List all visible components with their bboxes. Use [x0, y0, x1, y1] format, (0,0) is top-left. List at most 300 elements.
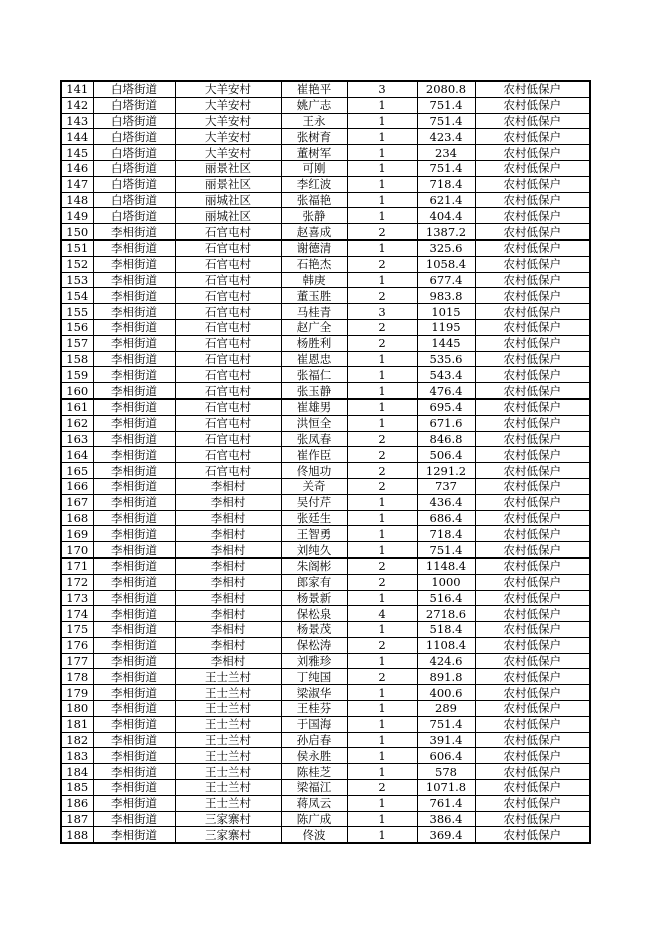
table-row — [61, 701, 590, 717]
subdistrict-cell: 李相街道 — [93, 431, 175, 447]
subdistrict-cell: 白塔街道 — [93, 160, 175, 176]
category-cell: 农村低保户 — [475, 208, 590, 224]
subdistrict-cell: 李相街道 — [93, 288, 175, 304]
household-size-cell: 1 — [347, 367, 417, 383]
household-size-cell: 1 — [347, 827, 417, 843]
category-cell: 农村低保户 — [475, 129, 590, 145]
village-cell: 三家寨村 — [175, 827, 281, 843]
village-cell: 王士兰村 — [175, 669, 281, 685]
row-number-cell: 164 — [61, 447, 93, 463]
amount-cell: 578 — [417, 764, 475, 780]
table-row — [61, 622, 590, 638]
village-cell: 王士兰村 — [175, 732, 281, 748]
subdistrict-cell: 李相街道 — [93, 510, 175, 526]
household-size-cell: 2 — [347, 478, 417, 494]
row-number-cell: 148 — [61, 192, 93, 208]
subdistrict-cell: 李相街道 — [93, 542, 175, 558]
amount-cell: 289 — [417, 701, 475, 717]
subdistrict-cell: 李相街道 — [93, 811, 175, 827]
household-size-cell: 2 — [347, 319, 417, 335]
name-cell: 孙启春 — [281, 732, 347, 748]
village-cell: 大羊安村 — [175, 145, 281, 161]
row-number-cell: 188 — [61, 827, 93, 843]
category-cell: 农村低保户 — [475, 827, 590, 843]
subdistrict-cell: 李相街道 — [93, 764, 175, 780]
table-row — [61, 494, 590, 510]
name-cell: 张玉静 — [281, 383, 347, 399]
table-row — [61, 81, 590, 97]
name-cell: 崔作臣 — [281, 447, 347, 463]
subdistrict-cell: 李相街道 — [93, 732, 175, 748]
row-number-cell: 175 — [61, 622, 93, 638]
row-number-cell: 177 — [61, 653, 93, 669]
category-cell: 农村低保户 — [475, 716, 590, 732]
category-cell: 农村低保户 — [475, 526, 590, 542]
table-row — [61, 113, 590, 129]
household-size-cell: 2 — [347, 780, 417, 796]
row-number-cell: 161 — [61, 399, 93, 415]
row-number-cell: 163 — [61, 431, 93, 447]
village-cell: 石官屯村 — [175, 224, 281, 240]
household-size-cell: 1 — [347, 716, 417, 732]
amount-cell: 400.6 — [417, 685, 475, 701]
subdistrict-cell: 李相街道 — [93, 827, 175, 843]
name-cell: 保松泉 — [281, 606, 347, 622]
subdistrict-cell: 李相街道 — [93, 590, 175, 606]
household-size-cell: 3 — [347, 81, 417, 97]
table-row — [61, 240, 590, 256]
table-row — [61, 653, 590, 669]
name-cell: 杨景新 — [281, 590, 347, 606]
category-cell: 农村低保户 — [475, 811, 590, 827]
row-number-cell: 155 — [61, 304, 93, 320]
table-row — [61, 335, 590, 351]
category-cell: 农村低保户 — [475, 622, 590, 638]
amount-cell: 751.4 — [417, 716, 475, 732]
row-number-cell: 150 — [61, 224, 93, 240]
category-cell: 农村低保户 — [475, 319, 590, 335]
name-cell: 张静 — [281, 208, 347, 224]
amount-cell: 516.4 — [417, 590, 475, 606]
name-cell: 刘雅珍 — [281, 653, 347, 669]
row-number-cell: 165 — [61, 463, 93, 479]
village-cell: 石官屯村 — [175, 240, 281, 256]
subdistrict-cell: 李相街道 — [93, 685, 175, 701]
household-size-cell: 1 — [347, 795, 417, 811]
name-cell: 关奇 — [281, 478, 347, 494]
name-cell: 陈广成 — [281, 811, 347, 827]
table-row — [61, 795, 590, 811]
row-number-cell: 167 — [61, 494, 93, 510]
name-cell: 洪恒全 — [281, 415, 347, 431]
household-size-cell: 1 — [347, 97, 417, 113]
amount-cell: 695.4 — [417, 399, 475, 415]
household-size-cell: 1 — [347, 811, 417, 827]
table-row — [61, 526, 590, 542]
table-row — [61, 208, 590, 224]
amount-cell: 391.4 — [417, 732, 475, 748]
category-cell: 农村低保户 — [475, 415, 590, 431]
row-number-cell: 182 — [61, 732, 93, 748]
household-size-cell: 1 — [347, 160, 417, 176]
name-cell: 崔艳平 — [281, 81, 347, 97]
household-size-cell: 1 — [347, 383, 417, 399]
village-cell: 石官屯村 — [175, 256, 281, 272]
amount-cell: 751.4 — [417, 542, 475, 558]
category-cell: 农村低保户 — [475, 81, 590, 97]
subdistrict-cell: 李相街道 — [93, 716, 175, 732]
village-cell: 石官屯村 — [175, 415, 281, 431]
category-cell: 农村低保户 — [475, 542, 590, 558]
name-cell: 梁淑华 — [281, 685, 347, 701]
category-cell: 农村低保户 — [475, 447, 590, 463]
village-cell: 李相村 — [175, 622, 281, 638]
name-cell: 张树育 — [281, 129, 347, 145]
village-cell: 王士兰村 — [175, 780, 281, 796]
village-cell: 大羊安村 — [175, 97, 281, 113]
subdistrict-cell: 李相街道 — [93, 367, 175, 383]
village-cell: 丽景社区 — [175, 160, 281, 176]
amount-cell: 751.4 — [417, 113, 475, 129]
table-row — [61, 542, 590, 558]
subdistrict-cell: 白塔街道 — [93, 176, 175, 192]
village-cell: 大羊安村 — [175, 81, 281, 97]
name-cell: 丁纯国 — [281, 669, 347, 685]
household-size-cell: 1 — [347, 622, 417, 638]
amount-cell: 718.4 — [417, 176, 475, 192]
household-size-cell: 2 — [347, 637, 417, 653]
amount-cell: 718.4 — [417, 526, 475, 542]
row-number-cell: 170 — [61, 542, 93, 558]
table-row — [61, 827, 590, 843]
household-size-cell: 1 — [347, 764, 417, 780]
subdistrict-cell: 白塔街道 — [93, 192, 175, 208]
category-cell: 农村低保户 — [475, 764, 590, 780]
household-size-cell: 1 — [347, 685, 417, 701]
amount-cell: 621.4 — [417, 192, 475, 208]
village-cell: 李相村 — [175, 558, 281, 574]
category-cell: 农村低保户 — [475, 701, 590, 717]
amount-cell: 677.4 — [417, 272, 475, 288]
row-number-cell: 176 — [61, 637, 93, 653]
subdistrict-cell: 李相街道 — [93, 399, 175, 415]
name-cell: 保松涛 — [281, 637, 347, 653]
village-cell: 石官屯村 — [175, 288, 281, 304]
table-row — [61, 129, 590, 145]
village-cell: 李相村 — [175, 590, 281, 606]
row-number-cell: 185 — [61, 780, 93, 796]
household-size-cell: 2 — [347, 558, 417, 574]
household-size-cell: 1 — [347, 653, 417, 669]
row-number-cell: 145 — [61, 145, 93, 161]
household-size-cell: 1 — [347, 351, 417, 367]
name-cell: 蒋凤云 — [281, 795, 347, 811]
category-cell: 农村低保户 — [475, 795, 590, 811]
amount-cell: 1015 — [417, 304, 475, 320]
name-cell: 吴付芹 — [281, 494, 347, 510]
table-row — [61, 606, 590, 622]
name-cell: 董树军 — [281, 145, 347, 161]
row-number-cell: 142 — [61, 97, 93, 113]
amount-cell: 476.4 — [417, 383, 475, 399]
subdistrict-cell: 李相街道 — [93, 748, 175, 764]
village-cell: 大羊安村 — [175, 113, 281, 129]
amount-cell: 543.4 — [417, 367, 475, 383]
subdistrict-cell: 白塔街道 — [93, 81, 175, 97]
row-number-cell: 158 — [61, 351, 93, 367]
name-cell: 谢德清 — [281, 240, 347, 256]
household-size-cell: 1 — [347, 701, 417, 717]
row-number-cell: 146 — [61, 160, 93, 176]
table-row — [61, 748, 590, 764]
name-cell: 张廷生 — [281, 510, 347, 526]
household-size-cell: 1 — [347, 748, 417, 764]
amount-cell: 1195 — [417, 319, 475, 335]
table-row — [61, 478, 590, 494]
table-row — [61, 288, 590, 304]
table-row — [61, 463, 590, 479]
category-cell: 农村低保户 — [475, 732, 590, 748]
subdistrict-cell: 白塔街道 — [93, 113, 175, 129]
row-number-cell: 183 — [61, 748, 93, 764]
table-row — [61, 637, 590, 653]
amount-cell: 1445 — [417, 335, 475, 351]
row-number-cell: 172 — [61, 574, 93, 590]
row-number-cell: 152 — [61, 256, 93, 272]
category-cell: 农村低保户 — [475, 176, 590, 192]
amount-cell: 983.8 — [417, 288, 475, 304]
row-number-cell: 154 — [61, 288, 93, 304]
household-size-cell: 2 — [347, 669, 417, 685]
subdistrict-cell: 白塔街道 — [93, 145, 175, 161]
row-number-cell: 149 — [61, 208, 93, 224]
subdistrict-cell: 李相街道 — [93, 622, 175, 638]
name-cell: 陈桂芝 — [281, 764, 347, 780]
village-cell: 石官屯村 — [175, 447, 281, 463]
name-cell: 张福仁 — [281, 367, 347, 383]
category-cell: 农村低保户 — [475, 780, 590, 796]
category-cell: 农村低保户 — [475, 590, 590, 606]
village-cell: 王士兰村 — [175, 795, 281, 811]
household-size-cell: 1 — [347, 272, 417, 288]
household-size-cell: 2 — [347, 224, 417, 240]
household-size-cell: 2 — [347, 431, 417, 447]
subdistrict-cell: 李相街道 — [93, 383, 175, 399]
subdistrict-cell: 白塔街道 — [93, 208, 175, 224]
row-number-cell: 179 — [61, 685, 93, 701]
name-cell: 崔雄男 — [281, 399, 347, 415]
household-size-cell: 1 — [347, 542, 417, 558]
village-cell: 李相村 — [175, 574, 281, 590]
name-cell: 侯永胜 — [281, 748, 347, 764]
category-cell: 农村低保户 — [475, 145, 590, 161]
amount-cell: 1058.4 — [417, 256, 475, 272]
table-row — [61, 780, 590, 796]
table-row — [61, 319, 590, 335]
subdistrict-cell: 李相街道 — [93, 335, 175, 351]
subdistrict-cell: 李相街道 — [93, 272, 175, 288]
subdistrict-cell: 李相街道 — [93, 304, 175, 320]
household-size-cell: 1 — [347, 732, 417, 748]
amount-cell: 423.4 — [417, 129, 475, 145]
amount-cell: 606.4 — [417, 748, 475, 764]
category-cell: 农村低保户 — [475, 494, 590, 510]
name-cell: 王永 — [281, 113, 347, 129]
subdistrict-cell: 白塔街道 — [93, 129, 175, 145]
category-cell: 农村低保户 — [475, 351, 590, 367]
village-cell: 李相村 — [175, 542, 281, 558]
name-cell: 崔恩忠 — [281, 351, 347, 367]
household-size-cell: 1 — [347, 526, 417, 542]
table-row — [61, 415, 590, 431]
table-row — [61, 811, 590, 827]
amount-cell: 751.4 — [417, 97, 475, 113]
household-size-cell: 1 — [347, 240, 417, 256]
village-cell: 石官屯村 — [175, 272, 281, 288]
amount-cell: 2718.6 — [417, 606, 475, 622]
table-row — [61, 685, 590, 701]
household-size-cell: 1 — [347, 494, 417, 510]
amount-cell: 1291.2 — [417, 463, 475, 479]
category-cell: 农村低保户 — [475, 335, 590, 351]
subdistrict-cell: 李相街道 — [93, 256, 175, 272]
village-cell: 王士兰村 — [175, 716, 281, 732]
household-size-cell: 1 — [347, 415, 417, 431]
household-size-cell: 1 — [347, 590, 417, 606]
row-number-cell: 174 — [61, 606, 93, 622]
row-number-cell: 162 — [61, 415, 93, 431]
row-number-cell: 186 — [61, 795, 93, 811]
name-cell: 杨景茂 — [281, 622, 347, 638]
table-row — [61, 716, 590, 732]
table-row — [61, 367, 590, 383]
category-cell: 农村低保户 — [475, 288, 590, 304]
name-cell: 朱阁彬 — [281, 558, 347, 574]
category-cell: 农村低保户 — [475, 431, 590, 447]
household-size-cell: 1 — [347, 510, 417, 526]
amount-cell: 671.6 — [417, 415, 475, 431]
name-cell: 马桂青 — [281, 304, 347, 320]
household-table — [60, 80, 591, 844]
village-cell: 丽景社区 — [175, 176, 281, 192]
category-cell: 农村低保户 — [475, 192, 590, 208]
household-size-cell: 2 — [347, 256, 417, 272]
subdistrict-cell: 李相街道 — [93, 447, 175, 463]
amount-cell: 234 — [417, 145, 475, 161]
table-row — [61, 145, 590, 161]
name-cell: 郎家有 — [281, 574, 347, 590]
category-cell: 农村低保户 — [475, 383, 590, 399]
amount-cell: 386.4 — [417, 811, 475, 827]
subdistrict-cell: 李相街道 — [93, 224, 175, 240]
household-size-cell: 2 — [347, 288, 417, 304]
table-row — [61, 669, 590, 685]
amount-cell: 2080.8 — [417, 81, 475, 97]
subdistrict-cell: 李相街道 — [93, 494, 175, 510]
row-number-cell: 173 — [61, 590, 93, 606]
table-row — [61, 192, 590, 208]
name-cell: 姚广志 — [281, 97, 347, 113]
village-cell: 李相村 — [175, 653, 281, 669]
category-cell: 农村低保户 — [475, 637, 590, 653]
name-cell: 张凤春 — [281, 431, 347, 447]
household-size-cell: 1 — [347, 145, 417, 161]
subdistrict-cell: 李相街道 — [93, 351, 175, 367]
household-size-cell: 1 — [347, 192, 417, 208]
category-cell: 农村低保户 — [475, 224, 590, 240]
subdistrict-cell: 李相街道 — [93, 319, 175, 335]
village-cell: 李相村 — [175, 637, 281, 653]
village-cell: 李相村 — [175, 478, 281, 494]
row-number-cell: 166 — [61, 478, 93, 494]
category-cell: 农村低保户 — [475, 399, 590, 415]
table-row — [61, 176, 590, 192]
village-cell: 石官屯村 — [175, 399, 281, 415]
name-cell: 佟波 — [281, 827, 347, 843]
table-row — [61, 399, 590, 415]
category-cell: 农村低保户 — [475, 510, 590, 526]
table-row — [61, 304, 590, 320]
amount-cell: 891.8 — [417, 669, 475, 685]
table-row — [61, 732, 590, 748]
amount-cell: 325.6 — [417, 240, 475, 256]
household-size-cell: 1 — [347, 208, 417, 224]
household-size-cell: 2 — [347, 574, 417, 590]
subdistrict-cell: 李相街道 — [93, 558, 175, 574]
table-row — [61, 383, 590, 399]
table-row — [61, 97, 590, 113]
village-cell: 石官屯村 — [175, 335, 281, 351]
subdistrict-cell: 李相街道 — [93, 795, 175, 811]
amount-cell: 1108.4 — [417, 637, 475, 653]
category-cell: 农村低保户 — [475, 558, 590, 574]
row-number-cell: 144 — [61, 129, 93, 145]
subdistrict-cell: 李相街道 — [93, 463, 175, 479]
category-cell: 农村低保户 — [475, 478, 590, 494]
category-cell: 农村低保户 — [475, 304, 590, 320]
amount-cell: 535.6 — [417, 351, 475, 367]
row-number-cell: 147 — [61, 176, 93, 192]
row-number-cell: 151 — [61, 240, 93, 256]
household-size-cell: 3 — [347, 304, 417, 320]
name-cell: 王智勇 — [281, 526, 347, 542]
table-body — [61, 81, 590, 843]
village-cell: 石官屯村 — [175, 463, 281, 479]
village-cell: 石官屯村 — [175, 351, 281, 367]
village-cell: 王士兰村 — [175, 764, 281, 780]
village-cell: 丽城社区 — [175, 208, 281, 224]
household-size-cell: 1 — [347, 399, 417, 415]
household-size-cell: 1 — [347, 176, 417, 192]
village-cell: 石官屯村 — [175, 367, 281, 383]
category-cell: 农村低保户 — [475, 97, 590, 113]
subdistrict-cell: 李相街道 — [93, 637, 175, 653]
household-size-cell: 1 — [347, 129, 417, 145]
household-size-cell: 2 — [347, 447, 417, 463]
name-cell: 王桂芬 — [281, 701, 347, 717]
row-number-cell: 169 — [61, 526, 93, 542]
table-row — [61, 558, 590, 574]
subdistrict-cell: 李相街道 — [93, 526, 175, 542]
name-cell: 赵喜成 — [281, 224, 347, 240]
subdistrict-cell: 李相街道 — [93, 606, 175, 622]
village-cell: 王士兰村 — [175, 701, 281, 717]
category-cell: 农村低保户 — [475, 113, 590, 129]
category-cell: 农村低保户 — [475, 748, 590, 764]
amount-cell: 751.4 — [417, 160, 475, 176]
amount-cell: 846.8 — [417, 431, 475, 447]
category-cell: 农村低保户 — [475, 606, 590, 622]
